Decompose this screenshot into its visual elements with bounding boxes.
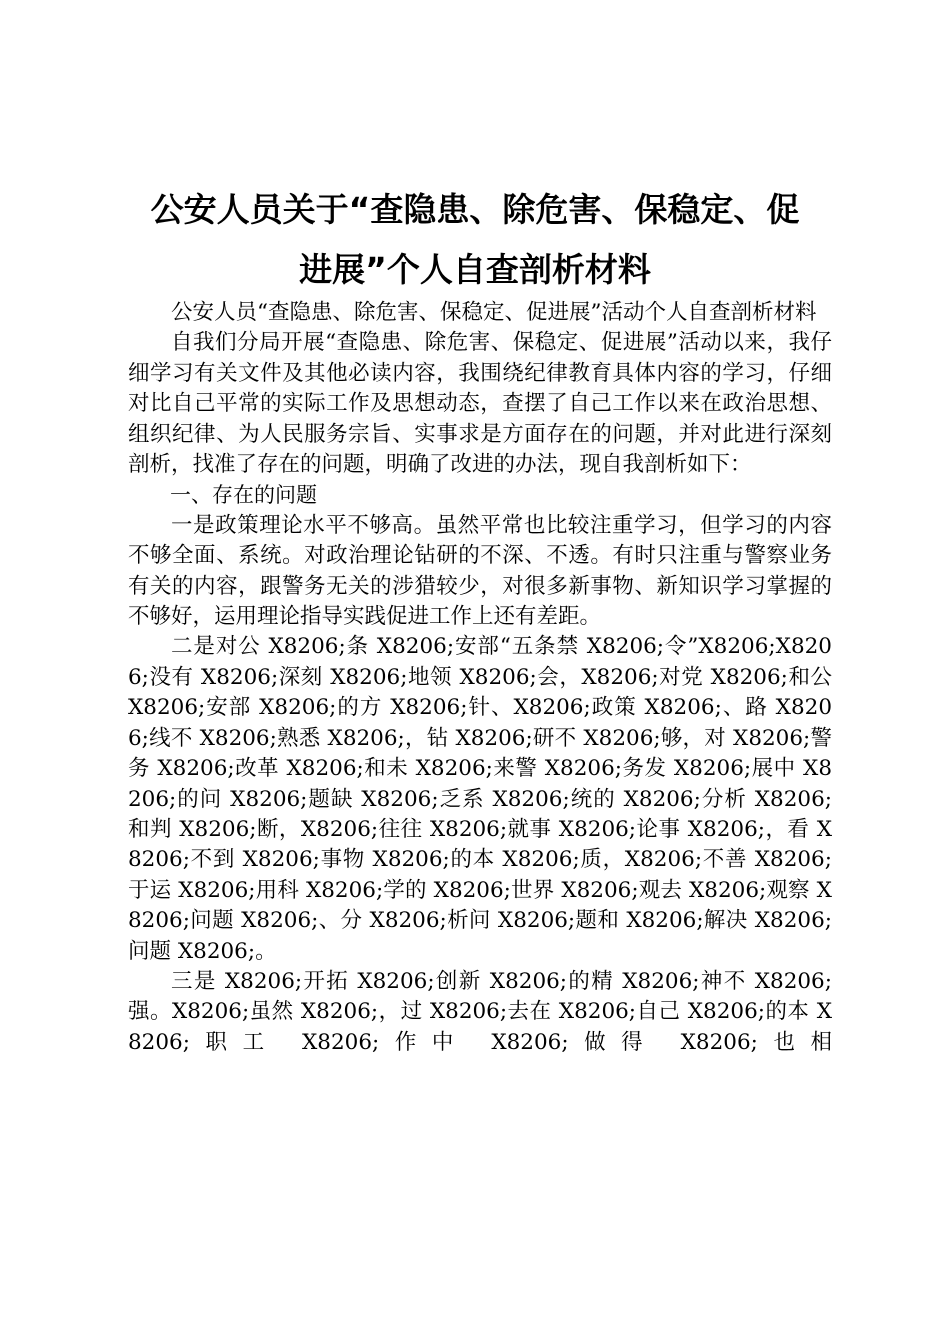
subtitle-paragraph: 公安人员“查隐患、除危害、保稳定、促进展”活动个人自查剖析材料 (171, 300, 817, 325)
intro-paragraph: 自我们分局开展“查隐患、除危害、保稳定、促进展”活动以来，我仔细学习有关文件及其他必读内容，我围绕纪律教育具体内容的学习，仔细对比自己平常的实际工作及思想动态，查摆了自己工作以来在政治思想、组织纪律、为人民服务宗旨、实事求是方面存在的问题，并对此进行深刻剖析，找准了存在的问题，明确了改进的办法，现自我剖析如下： (128, 330, 832, 478)
section-heading: 一、存在的问题 (170, 483, 317, 508)
document-title-line-2: 进展”个人自查剖析材料 (299, 250, 651, 289)
document-body (128, 298, 832, 1058)
issue-paragraph-3: 三是 X8206;开拓 X8206;创新 X8206;的精 X8206;神不 X8206;强。X8206;虽然 X8206;，过 X8206;去在 X8206;自己 X8206;的本 X8206;职工 X8206;作中 X8206;做得 X8206;也相 (128, 968, 832, 1055)
issue-paragraph-1: 一是政策理论水平不够高。虽然平常也比较注重学习，但学习的内容不够全面、系统。对政治理论钻研的不深、不透。有时只注重与警察业务有关的内容，跟警务无关的涉猎较少，对很多新事物、新知识学习掌握的不够好，运用理论指导实践促进工作上还有差距。 (128, 512, 832, 630)
issue-paragraph-2: 二是对公 X8206;条 X8206;安部“五条禁 X8206;令”X8206;X8206;没有 X8206;深刻 X8206;地领 X8206;会，X8206;对党 X8206;和公 X8206;安部 X8206;的方 X8206;针、X8206;政策 X8206;、路 X8206;线不 X8206;熟悉 X8206;，钻 X8206;研不 X8206;够，对 X8206;警务 X8206;改革 X8206;和未 X8206;来警 X8206;务发 X8206;展中 X8206;的问 X8206;题缺 X8206;乏系 X8206;统的 X8206;分析 X8206;和判 X8206;断，X8206;往往 X8206;就事 X8206;论事 X8206;，看 X8206;不到 X8206;事物 X8206;的本 X8206;质，X8206;不善 X8206;于运 X8206;用科 X8206;学的 X8206;世界 X8206;观去 X8206;观察 X8206;问题 X8206;、分 X8206;析问 X8206;题和 X8206;解决 X8206;问题 X8206;。 (128, 634, 832, 964)
document-title-line-1: 公安人员关于“查隐患、除危害、保稳定、促 (150, 190, 800, 229)
